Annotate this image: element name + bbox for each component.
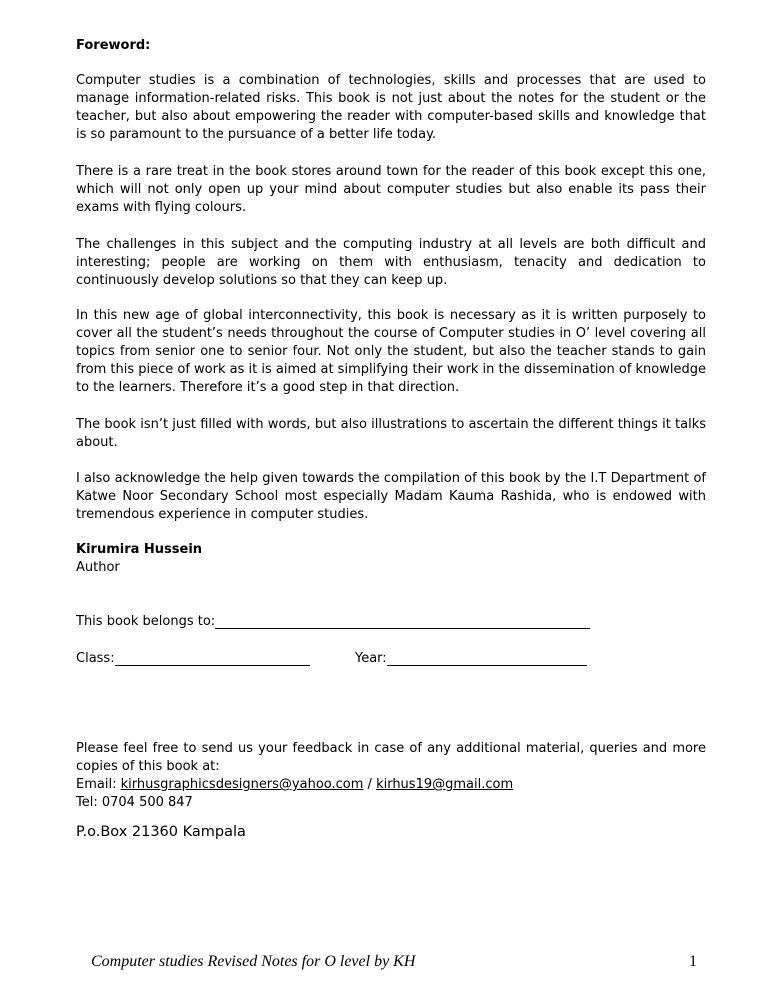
year-label: Year: bbox=[355, 651, 387, 666]
foreword-paragraph: Computer studies is a combination of technologies, skills and processes that are used to manage information-related risks. This book is not just about the notes for the student or the teacher, but also about empowering the reader with computer-based skills and knowledge that is so paramount to the pursuance of a better life today. bbox=[76, 73, 706, 142]
foreword-heading: Foreword: bbox=[76, 38, 151, 53]
email-line bbox=[76, 776, 513, 794]
telephone: Tel: 0704 500 847 bbox=[76, 795, 193, 810]
class-blank-line bbox=[115, 651, 310, 666]
foreword-paragraph: There is a rare treat in the book stores around town for the reader of this book except this one, which will not only open up your mind about computer studies but also enable its pass their exams with flying colours. bbox=[76, 164, 706, 215]
postal-address: P.o.Box 21360 Kampala bbox=[76, 824, 246, 840]
year-field bbox=[355, 651, 587, 666]
author-name: Kirumira Hussein bbox=[76, 542, 203, 557]
email-link-gmail[interactable]: kirhus19@gmail.com bbox=[376, 777, 514, 792]
feedback-text: Please feel free to send us your feedback in case of any additional material, queries and more copies of this book at: bbox=[76, 741, 706, 774]
email-label: Email: bbox=[76, 777, 121, 792]
class-field bbox=[76, 651, 310, 666]
foreword-paragraph: The book isn’t just filled with words, but also illustrations to ascertain the different things it talks about. bbox=[76, 417, 706, 450]
email-link-yahoo[interactable]: kirhusgraphicsdesigners@yahoo.com bbox=[120, 777, 364, 792]
foreword-paragraph: In this new age of global interconnectivity, this book is necessary as it is written purposely to cover all the student’s needs throughout the course of Computer studies in O’ level covering all topics from senior one to senior four. Not only the student, but also the teacher stands to gain from this piece of work as it is aimed at simplifying their work in the dissemination of knowledge to the learners. Therefore it’s a good step in that direction. bbox=[76, 308, 706, 395]
footer-title: Computer studies Revised Notes for O level by KH bbox=[91, 953, 416, 970]
belongs-to-label: This book belongs to: bbox=[76, 614, 216, 629]
page-number: 1 bbox=[689, 953, 697, 970]
author-role: Author bbox=[76, 560, 120, 575]
belongs-to-field bbox=[76, 614, 590, 629]
belongs-to-blank-line bbox=[215, 614, 590, 629]
foreword-paragraph: The challenges in this subject and the computing industry at all levels are both difficult and interesting; people are working on them with enthusiasm, tenacity and dedication to continuously develop solutions so that they can keep up. bbox=[76, 237, 706, 288]
email-separator: / bbox=[363, 777, 377, 792]
foreword-paragraph: I also acknowledge the help given towards the compilation of this book by the I.T Department of Katwe Noor Secondary School most especially Madam Kauma Rashida, who is endowed with tremendous experience in computer studies. bbox=[76, 471, 706, 522]
year-blank-line bbox=[387, 651, 587, 666]
class-label: Class: bbox=[76, 651, 115, 666]
